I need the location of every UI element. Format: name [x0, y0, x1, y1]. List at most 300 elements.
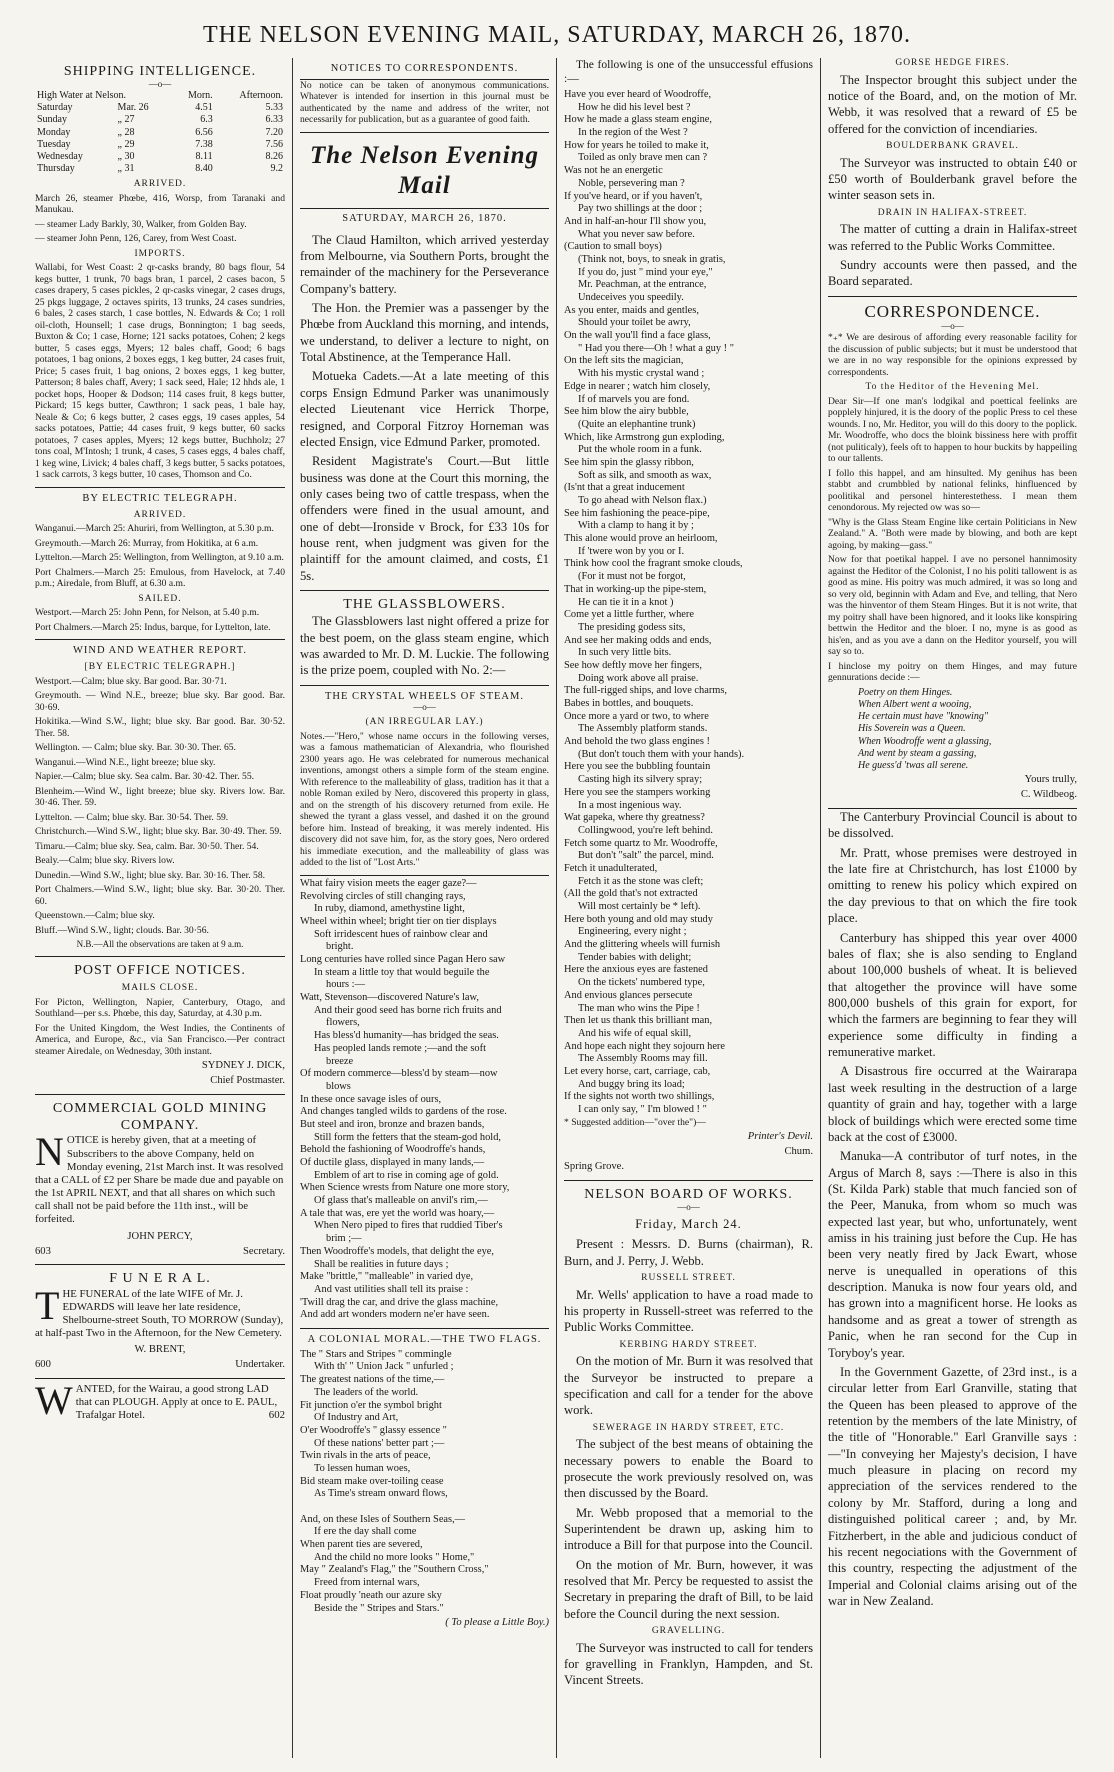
weather-title: WIND AND WEATHER REPORT. [72, 645, 248, 657]
poem-line: The Assembly Rooms may fill. [578, 1053, 708, 1065]
drain-text: The matter of cutting a drain in Halifax-street was referred to the Public Works Committee. [828, 222, 1077, 253]
post-sig: SYDNEY J. DICK, [201, 1060, 285, 1072]
poem-line: And hope each night they sojourn here [564, 1040, 726, 1052]
poem-line: Of Industry and Art, [314, 1412, 399, 1424]
tide-cell: Monday [37, 126, 71, 138]
tide-cell: Mar. 26 [117, 102, 149, 114]
tide-cell: 6.56 [195, 126, 213, 138]
arrived-title: ARRIVED. [133, 179, 187, 190]
news-para: In the Government Gazette, of 23rd inst., is a circular letter from Earl Granville, stating that the Queen has been pleased to approve of the retention by the members of the late Ministry, of the title of "Honorable." Earl Granville says :—"In conveying her Majesty's decision, I have much pleasure in placing on record my appreciation of the services rendered to the colony by Mr. Stafford, during a long and distinguished political career ; and, by Mr. Fitzherbert, in the able and judicious conduct of his recent negociations with the Government of this country, respecting the adjustment of the Imperial and Colonial claims arising out of the war in New Zealand. [828, 1364, 1077, 1608]
weather-entry: Timaru.—Calm; blue sky. Sea, calm. Bar. 30·50. Ther. 54. [35, 840, 259, 852]
funeral-sig: W. BRENT, [134, 1344, 186, 1356]
sailed-title: SAILED. [138, 593, 182, 604]
post-list [35, 997, 285, 1058]
poem-line: I can only say, " I'm blowed ! " [578, 1104, 707, 1116]
poem-line: Fit junction o'er the symbol bright [300, 1399, 442, 1411]
woodroffe-poem [564, 89, 813, 1117]
moral-poem [300, 1349, 549, 1615]
poem-line: May " Zealand's Flag," the "Southern Cross," [300, 1564, 489, 1576]
poem-line: And vast utilities shall tell its praise : [314, 1283, 469, 1295]
weather-entry: Lyttelton. — Calm; blue sky. Bar. 30·54. Ther. 59. [35, 811, 229, 823]
poem-line: If 'twere won by you or I. [578, 545, 685, 557]
poem-line: Which, like Armstrong gun exploding, [564, 431, 725, 443]
tide-row [35, 151, 285, 163]
poem-line: If of marvels you are fond. [578, 393, 690, 405]
poem-line: On the left sits the magician, [564, 355, 684, 367]
poem-line: Emblem of art to rise in coming age of gold. [314, 1169, 499, 1181]
poem-line: Twin rivals in the arts of peace, [300, 1450, 431, 1462]
letter-to: To the Heditor of the Hevening Mel. [865, 382, 1040, 393]
poem-line: Still form the fetters that the steam-god hold, [314, 1131, 501, 1143]
poem-line: When Woodroffe went a glassing, [858, 735, 992, 747]
crystal-notes: Notes.—"Hero," whose name occurs in the following verses, was a famous mathematician of Alexandria, who flourished 2300 years ago. He was celebrated for numerous mechanical inventions, amongst others a simple form of the steam engine. With reference to the malleability of glass, tradition has it that a noble Roman exiled by Nero, discovered this property in glass, and on the strength of his discovery returned from exile. He shewed the tyrant a glass vessel, and dashed it on the ground before him. Instead of breaking, it was merely indented. His discovery did not save him, for, as the story goes, Nero ordered his immediate execution, and the malleability of glass was added to the list of "Lost Arts." [300, 730, 549, 869]
poem-line: In ruby, diamond, amethystine light, [314, 903, 465, 915]
poem-line: If you've heard, or if you haven't, [564, 190, 703, 202]
moral-sig: ( To please a Little Boy.) [445, 1617, 549, 1629]
sailed-list [35, 607, 285, 633]
poem-line: The leaders of the world. [314, 1386, 419, 1398]
weather-entry: Greymouth. — Wind N.E., breeze; blue sky. Bar good. Bar. 30·69. [35, 690, 285, 713]
weather-entry: Napier.—Calm; blue sky. Sea calm. Bar. 30·42. Ther. 55. [35, 771, 255, 783]
gold-sig: JOHN PERCY, [127, 1230, 193, 1242]
poem-line: Beside the " Stripes and Stars." [314, 1602, 444, 1614]
news-para: The Canterbury Provincial Council is about to be dissolved. [828, 810, 1077, 841]
glass-title: THE GLASSBLOWERS. [343, 597, 506, 613]
tide-cell: „ 27 [117, 114, 135, 126]
poem-line: hours :— [326, 979, 365, 991]
kerbing-title: KERBING HARDY STREET. [619, 1339, 758, 1350]
poem-line: On the tickets' numbered type, [578, 977, 705, 989]
wanted-text: ANTED, for the Wairau, a good strong LAD that can PLOUGH. Apply at once to E. PAUL, Trafalgar Hotel. [75, 1383, 278, 1422]
telegraph-entry: Lyttelton.—March 25: Wellington, from Wellington, at 9.10 a.m. [35, 552, 284, 564]
poem-line: On the wall you'll find a face glass, [564, 330, 711, 342]
poem-line: Have you ever heard of Woodroffe, [564, 89, 712, 101]
column-4: GORSE HEDGE FIRES. The Inspector brought this subject under the notice of the Board, and, on the motion of Mr. Webb, it was resolved that a reward of £5 be offered for the conviction of incendiaries. BOULDERBANK GRAVEL. The Surveyor was instructed to obtain £40 or £50 worth of Boulderbank gravel before the winter season sets in. DRAIN IN HALIFAX-STREET. The matter of cutting a drain in Halifax-street was referred to the Public Works Committee. Sundry accounts were then passed, and the Board separated. CORRESPONDENCE. —o— *₊* We are desirous of affording every reasonable facility for the discussion of public subjects; but it must be understood that we are in no way responsible for the opinions expressed by correspondents. To the Heditor of the Hevening Mel. Dear Sir—If one man's lodgikal and poettical feelinks are popplely hinjured, it is the doory of the poplic Press to cel these wounds. I no, Mr. Heditor, you will do this doory to the poplick. Mr. Woodroffe, who docs the bloink bissiness here with proffit (not puliticaly), feels oft to happen to hour buckits by happeiling to our tallents. I follo this happel, and am hinsulted. My genihus has been stabbt and crumbbled by national felinks, hinfluenced by poolitikal and personel hinterestethess. I mean them cenondorous. My rejected ow was so— "Why is the Glass Steam Engine like certain Politicians in New Zealand." A. "Both were made by blowing, and both are kept agoing, by making—gass." Now for that poetikal happel. I ave no personel hannimosity against the Heditor of the Colonist, I no his politi tallowent is as good as mine. His poitry was much admired, it was so long and so very old, beginnin with Adam and Eve, and telling, that Nero was the hinventor of them Steam Hinges. But it is not write, that my poitry shall have been hignored, and it looks like konspiring bettwin the Heditor and the bloer. I no, myne is as good as his'en, and as you ave a dann on the Heditor yourself, you will say so to. I hinclose my poitry on them Hinges, and may future gennurations decide :— Poetry on them Hinges. When Albert went a wooing, He certain must have "knowing" His Soverein was a Queen. When Woodroffe went a glassing, And went by steam a gassing, He guess'd 'twas all serene. Yours trully, C. Wildbeog. The Canterbury Provincial Council is about to be dissolved. Mr. Pratt, whose premises were destroyed in the late fire at Christchurch, has lost £1000 by omitting to renew his policy which expired on the day previous to that on which the fire took place. Canterbury has shipped this year over 4000 bales of flax; she is also sending to England about 100,000 bushels of wheat. It is believed that altogether the province will have some 800,000 bushels of this grain for export, for which the farmers are beginning to fear they will experience some difficulty in finding a remunerative market. A Disastrous fire occurred at the Wairarapa last week resulting in the destruction of a large quantity of grain and hay, together with a large block of buildings which were erected some time back at the cost of £3000. Manuka—A contributor of turf notes, in the Argus of March 8, says :—There is also in this (St. Kilda Park) stable that much fancied son of the Peer, Manuka, from whom so much was expected last year, but who, unfortunately, went amiss in his training just before the Cup. He has been very neatly fired by Jack Ewart, whose nerve is unequalled in operations of this description. Manuka is now four years old, and has grown into a magnificent horse. He looks as handsome and as great a tower of strength as Panic, when he ran second for the Cup in Toryboy's year. In the Government Gazette, of 23rd inst., is a circular letter from Earl Granville, stating that the Queen has been pleased to approve of the retention by the members of the late Ministry, of the title of "Honorable." Earl Granville says :—"In conveying her Majesty's decision, I have much pleasure in placing on record my appreciation of the services rendered to the colony by Mr. Stafford, during a long and distinguished political career ; and, by Mr. Fitzherbert, in the able and judicious conduct of his recent negociations with the Government of this country, respecting the adjustment of the Imperial and Colonial claims arising out of the war in New Zealand. [820, 58, 1084, 1758]
poem-line: Has peopled lands remote ;—and the soft [314, 1042, 486, 1054]
poem-line: Once more a yard or two, to where [564, 710, 709, 722]
poem-line: O'er Woodroffe's " glassy essence " [300, 1424, 447, 1436]
poem-line: The " Stars and Stripes " commingle [300, 1348, 452, 1360]
poem-line: How for years he toiled to make it, [564, 139, 709, 151]
tide-row [35, 163, 285, 175]
poem-line: Shall be realities in future days ; [314, 1258, 449, 1270]
post-role: Chief Postmaster. [210, 1075, 285, 1087]
poem-line: When Albert went a wooing, [858, 699, 972, 711]
tide-cell: „ 31 [117, 163, 135, 175]
russell-title: RUSSELL STREET. [641, 1272, 736, 1283]
letter-para: Now for that poetikal happel. I ave no personel hannimosity against the Heditor of the Colonist, I no his politi tallowent is as good as mine. His poitry was much admired, it was so long and so very old, beginnin with Adam and Eve, and telling, that Nero was the hinventor of them Steam Hinges. But it is not write, that my poitry shall have been hignored, and it looks like konspiring bettwin the Heditor and the bloer. I no, myne is as good as his'en, and as you ave a dann on the Heditor yourself, you will say so to. [828, 554, 1077, 658]
tide-cell: Tuesday [37, 138, 71, 150]
funeral-dropcap: T [35, 1282, 60, 1328]
weather-entry: Port Chalmers.—Wind S.W., light; blue sky. Bar. 30·20. Ther. 60. [35, 884, 285, 907]
moral-title: A COLONIAL MORAL.—THE TWO FLAGS. [307, 1333, 542, 1345]
poem-line: bright. [326, 941, 354, 953]
poem-line: Will most certainly be * left). [578, 901, 701, 913]
poem-line: See how deftly move her fingers, [564, 659, 702, 671]
weather-entry: Christchurch.—Wind S.W., light; blue sky. Bar. 30·49. Ther. 59. [35, 826, 282, 838]
poem-line: Casting high its silvery spray; [578, 774, 703, 786]
poem-line: When Nero piped to fires that ruddied Tiber's [314, 1220, 503, 1232]
crystal-title: THE CRYSTAL WHEELS OF STEAM. [325, 690, 524, 702]
place: Spring Grove. [564, 1161, 625, 1173]
column-3: The following is one of the unsuccessful effusions :— Have you ever heard of Woodroffe, How he did his level best ? How he made a glass steam engine, In the region of the West ? How for years he toiled to make it, Toiled as only brave men can ? Was not he an energetic Noble, persevering man ? If you've heard, or if you haven't, Pay two shillings at the door ; And in half-an-hour I'll show you, What you never saw before. (Caution to small boys) (Think not, boys, to sneak in gratis, If you do, just " mind your eye," Mr. Peachman, at the entrance, Undeceives you speedily. As you enter, maids and gentles, Should your toilet be awry, On the wall you'll find a face glass, " Had you there—Oh ! what a guy ! " On the left sits the magician, With his mystic crystal wand ; Edge in nearer ; watch him closely, If of marvels you are fond. See him blow the airy bubble, (Quite an elephantine trunk) Which, like Armstrong gun exploding, Put the whole room in a funk. See him spin the glassy ribbon, Soft as silk, and smooth as wax, (Is'nt that a great inducement To go ahead with Nelson flax.) See him fashioning the peace-pipe, With a clamp to hang it by ; This alone would prove an heirloom, If 'twere won by you or I. Think how cool the fragrant smoke clouds, (For it must not be forgot, That in working-up the pipe-stem, He can tie it in a knot ) Come yet a little further, where The presiding godess sits, And see her making odds and ends, In such very little bits. See how deftly move her fingers, Doing work above all praise. The full-rigged ships, and love charms, Babes in bottles, and bouquets. Once more a yard or two, to where The Assembly platform stands. And behold the two glass engines ! (But don't touch them with your hands). Here you see the bubbling fountain Casting high its silvery spray; Here you see the stampers working In a most ingenious way. Wat gapeka, where thy greatness? Collingwood, you're left behind. Fetch some quartz to Mr. Woodroffe, But don't "salt" the parcel, mind. Fetch it unadulterated, Fetch it as the stone was cleft; (All the gold that's not extracted Will most certainly be * left). Here both young and old may study Engineering, every night ; And the glittering wheels will furnish Tender babies with delight; Here the anxious eyes are fastened On the tickets' numbered type, And envious glances persecute The man who wins the Pipe ! Then let us thank this brilliant man, And his wife of equal skill, And hope each night they sojourn here The Assembly Rooms may fill. Let every horse, cart, carriage, cab, And buggy bring its load; If the sights not worth two shillings, I can only say, " I'm blowed ! " * Suggested addition—"over the")— Printer's Devil. Chum. Spring Grove. NELSON BOARD OF WORKS. —o— Friday, March 24. Present : Messrs. D. Burns (chairman), R. Burn, and J. Perry, J. Webb. RUSSELL STREET. Mr. Wells' application to have a road made to his property in Russell-street was referred to the Public Works Committee. KERBING HARDY STREET. On the motion of Mr. Burn it was resolved that the Surveyor be instructed to prepare a specification and call for a tender for the above work. SEWERAGE IN HARDY STREET, ETC. The subject of the best means of obtaining the necessary powers to enable the Board to prosecute the work previously resolved on, was then discussed by the Board. Mr. Webb proposed that a memorial to the Superintendent be drawn up, asking him to introduce a Bill for that purpose into the Council. On the motion of Mr. Burn, however, it was resolved that Mr. Percy be requested to assist the Secretary in preparing the draft of Bill, to be laid before the Council during the next session. GRAVELLING. The Surveyor was instructed to call for tenders for gravelling in Franklyn, Hampden, and St. Vincent Streets. [556, 58, 820, 1758]
poem-line: The Assembly platform stands. [578, 723, 708, 735]
wanted-num: 602 [268, 1409, 285, 1422]
poem-line: To lessen human woes, [314, 1462, 411, 1474]
letter-sig: C. Wildbeog. [1020, 789, 1077, 801]
chum-sig: Chum. [784, 1146, 813, 1158]
poem-line: With a clamp to hang it by ; [578, 520, 694, 532]
poem-line: Has bless'd humanity—has bridged the seas. [314, 1030, 499, 1042]
poem-line: Mr. Peachman, at the entrance, [578, 279, 707, 291]
news-para: Manuka—A contributor of turf notes, in the Argus of March 8, says :—There is also in this (St. Kilda Park) stable that much fancied son of the Peer, Manuka, from whom so much was expected last year, but who, unfortunately, went amiss in his training just before the Cup. He has been very neatly fired by Jack Ewart, whose nerve is unequalled in operations of this description. Manuka is now four years old, and has grown into a magnificent horse. He looks as handsome and as great a tower of strength as Panic, when he ran second for the Cup in Toryboy's year. [828, 1149, 1077, 1360]
poem-line: Then let us thank this brilliant man, [564, 1015, 713, 1027]
poem-line: (Is'nt that a great inducement [564, 482, 685, 494]
poem-line: The man who wins the Pipe ! [578, 1002, 700, 1014]
arrival-entry: — steamer Lady Barkly, 30, Walker, from Golden Bay. [35, 218, 247, 230]
poem-line: blows [326, 1080, 351, 1092]
tide-cell: Wednesday [37, 150, 83, 162]
poem-line: Wat gapeka, where thy greatness? [564, 812, 705, 824]
letter-para: "Why is the Glass Steam Engine like certain Politicians in New Zealand." A. "Both were made by blowing, and both are kept agoing, by making—gass." [828, 516, 1077, 551]
poem-line: Tender babies with delight; [578, 951, 692, 963]
poem-line: Float proudly 'neath our azure sky [300, 1589, 442, 1601]
poem-line: Here both young and old may study [564, 913, 713, 925]
tide-cell: Sunday [37, 114, 67, 126]
poem-line: Of these nations' better part ;— [314, 1437, 445, 1449]
poem-line: And the child no more looks " Home," [314, 1551, 475, 1563]
poem-line: Noble, persevering man ? [578, 177, 685, 189]
mails-close: MAILS CLOSE. [121, 983, 199, 994]
paper-title: The Nelson Evening Mail [309, 141, 540, 200]
editorial-para: Resident Magistrate's Court.—But little business was done at the Court this morning, the only cases being two of cattle trespass, when the offenders were fined in the usual amount, and one of debt—Ironside v Brock, for £33 10s for house rent, when judgment was given for the plaintiff for the amount claimed, and costs, £1 5s. [300, 454, 549, 583]
tide-cell: „ 28 [117, 126, 135, 138]
tide-row [35, 114, 285, 126]
funeral-role: Undertaker. [235, 1359, 285, 1371]
post-entry: For the United Kingdom, the West Indies, the Continents of America, and Europe, &c., via San Francisco.—Per contract steamer Airedale, on Wednesday, 30th instant. [35, 1022, 285, 1057]
poem-line: With th' " Union Jack " unfurled ; [314, 1361, 454, 1373]
poem-line: And envious glances persecute [564, 989, 693, 1001]
gold-text: OTICE is hereby given, that at a meeting of Subscribers to the above Company, held on Monday evening, 21st March inst. It was resolved that a CALL of £2 per Share be made due and payable on the 1st APRIL NEXT, and that all shares on which such call shall not be paid before the 11th inst., will be forfeited. [35, 1134, 284, 1226]
tide-table [35, 90, 285, 175]
news-para: Canterbury has shipped this year over 4000 bales of flax; she is also sending to England about 100,000 bushels of wheat. It is believed that altogether the province will have some 800,000 bushels of this grain for export, for which the farmers are beginning to fear they will experience some difficulty in finding a remunerative market. [828, 930, 1077, 1060]
news-para: Mr. Pratt, whose premises were destroyed in the late fire at Christchurch, has lost £1000 by omitting to renew his policy which expired on the day previous to that on which the fire took place. [828, 845, 1077, 926]
poem-line: If ere the day shall come [314, 1526, 417, 1538]
poem-line: Fetch some quartz to Mr. Woodroffe, [564, 837, 718, 849]
gravelling-title: GRAVELLING. [651, 1626, 726, 1637]
weather-entry: Westport.—Calm; blue sky. Bar good. Bar. 30·71. [35, 675, 227, 687]
poem-line: A tale that was, ere yet the world was hoary,— [300, 1207, 495, 1219]
corr-title: CORRESPONDENCE. [864, 301, 1041, 321]
poem-line: Here you see the bubbling fountain [564, 761, 711, 773]
dateline: SATURDAY, MARCH 26, 1870. [342, 212, 507, 224]
poem-line: As Time's stream onward flows, [314, 1488, 448, 1500]
footnote: * Suggested addition—"over the")— [564, 1116, 706, 1128]
funeral-notice [35, 1282, 285, 1341]
poem-line: Think how cool the fragrant smoke clouds, [564, 558, 743, 570]
tide-row [35, 139, 285, 151]
poem-line: Of modern commerce—bless'd by steam—now [300, 1068, 498, 1080]
poem-line: See him fashioning the peace-pipe, [564, 507, 710, 519]
sewerage-paras [564, 1436, 813, 1622]
poem-line: flowers, [326, 1017, 360, 1029]
poem-line: (For it must not be forgot, [578, 571, 686, 583]
poem-line [300, 1501, 549, 1514]
poem-line: And see her making odds and ends, [564, 634, 712, 646]
poem-line: Make "brittle," "malleable" in varied dye, [300, 1271, 474, 1283]
tide-header-cell: Morn. [187, 89, 213, 101]
poem-line: Put the whole room in a funk. [578, 444, 702, 456]
tide-cell: 5.33 [265, 102, 283, 114]
telegraph-entry: Port Chalmers.—March 25: Emulous, from Havelock, at 7.40 p.m.; Airedale, from Bluff, at 6.30 a.m. [35, 566, 285, 590]
gold-dropcap: N [35, 1129, 64, 1175]
funeral-text: HE FUNERAL of the late WIFE of Mr. J. EDWARDS will leave her late residence, Shelbourne-street South, TO MORROW (Sunday), at half-past Two in the Afternoon, for the New Cemetery. [35, 1287, 284, 1340]
poem-line: And went by steam a gassing, [858, 747, 977, 759]
poem-line: The full-rigged ships, and love charms, [564, 685, 728, 697]
poem-line: As you enter, maids and gentles, [564, 304, 699, 316]
arrival-entry: March 26, steamer Phœbe, 416, Worsp, from Taranaki and Manukau. [35, 192, 285, 216]
news-paras [828, 809, 1077, 1609]
poem-line: When parent ties are severed, [300, 1539, 423, 1551]
telegraph-arrived: ARRIVED. [133, 509, 187, 520]
corr-note: *₊* We are desirous of affording every reasonable facility for the discussion of public subjects; but it must be understood that we are in no way responsible for the opinions expressed by correspondents. [828, 332, 1077, 378]
tide-cell: „ 29 [117, 138, 135, 150]
tide-cell: 6.33 [265, 114, 283, 126]
arrived-list [35, 193, 285, 245]
board-date: Friday, March 24. [635, 1216, 742, 1231]
footnote-sig: Printer's Devil. [747, 1131, 813, 1143]
gold-role: Secretary. [243, 1245, 285, 1257]
crystal-poem [300, 878, 549, 1322]
poem-line: Revolving circles of still changing rays, [300, 890, 466, 902]
weather-entry: Dunedin.—Wind S.W., light; blue sky. Bar. 30·16. Ther. 58. [35, 869, 266, 881]
notices-title: NOTICES TO CORRESPONDENTS. [330, 63, 519, 74]
tide-cell: 7.38 [195, 138, 213, 150]
poem-line: Of ductile glass, displayed in many lands,— [300, 1157, 485, 1169]
gold-title: COMMERCIAL GOLD MINING COMPANY. [52, 1101, 268, 1134]
poem-line: That in working-up the pipe-stem, [564, 583, 707, 595]
poem-line: And changes tangled wilds to gardens of the rose. [300, 1106, 507, 1118]
tide-cell: 7.20 [265, 126, 283, 138]
poem-line: Wheel within wheel; bright tier on tier displays [300, 915, 497, 927]
weather-entry: Bealy.—Calm; blue sky. Rivers low. [35, 855, 175, 867]
poem-line: He certain must have "knowing" [858, 711, 989, 723]
poem-line: But steel and iron, bronze and brazen bands, [300, 1118, 485, 1130]
weather-entry: Hokitika.—Wind S.W., light; blue sky. Bar good. Bar. 30·52. Ther. 58. [35, 716, 285, 739]
boulder-title: BOULDERBANK GRAVEL. [886, 141, 1019, 152]
poem-line: Undeceives you speedily. [578, 292, 684, 304]
poem-line: (But don't touch them with your hands). [578, 748, 745, 760]
gold-notice [35, 1129, 285, 1226]
sewerage-para: Mr. Webb proposed that a memorial to the Superintendent be drawn up, asking him to introduce a Bill for that purpose into the Council. [564, 1505, 813, 1553]
glass-intro: The Glassblowers last night offered a prize for the best poem, on the glass steam engine, which was awarded to Mr. D. M. Luckie. The following is the prize poem, coupled with No. 2:— [300, 614, 549, 678]
russell-text: Mr. Wells' application to have a road made to his property in Russell-street was referred to the Public Works Committee. [564, 1287, 813, 1335]
poem-line: Poetry on them Hinges. [858, 686, 953, 698]
tide-cell: 8.11 [195, 150, 213, 162]
wanted-dropcap: W [35, 1378, 73, 1424]
tide-cell: 7.56 [265, 138, 283, 150]
ornament: —o— [148, 79, 172, 90]
poem-line: Here the anxious eyes are fastened [564, 964, 708, 976]
poem-line: In steam a little toy that would beguile the [314, 966, 490, 978]
letter-paras [828, 396, 1077, 684]
poem-line: And buggy bring its load; [578, 1078, 685, 1090]
weather-list [35, 676, 285, 937]
poem-line: In a most ingenious way. [578, 799, 682, 811]
poem-line: With his mystic crystal wand ; [578, 368, 705, 380]
tide-cell: 9.2 [270, 163, 283, 175]
tide-header-cell: Afternoon. [239, 89, 283, 101]
poem-line: Soft irridescent hues of rainbow clear and [314, 928, 488, 940]
tide-header-row [35, 90, 285, 102]
poem-line: If the sights not worth two shillings, [564, 1091, 715, 1103]
poem-line: How he did his level best ? [578, 101, 691, 113]
editorial-paras [300, 232, 549, 585]
poem-line: Fetch it as the stone was cleft; [578, 875, 704, 887]
editorial-para: Motueka Cadets.—At a late meeting of this corps Ensign Edmund Parker was unanimously elected Lieutenant vice Herrick Thorpe, resigned, and Corporal Fitzroy Horneman was elected Ensign, vice Edmund Parker, promoted. [300, 369, 549, 449]
telegraph-title: BY ELECTRIC TELEGRAPH. [82, 492, 238, 504]
weather-entry: Wanganui.—Wind N.E., light breeze; blue sky. [35, 756, 216, 768]
poem-line: He guess'd 'twas all serene. [858, 760, 969, 772]
poem-line: Watt, Stevenson—discovered Nature's law, [300, 992, 479, 1004]
masthead: THE NELSON EVENING MAIL, SATURDAY, MARCH 26, 1870. [202, 22, 912, 48]
poem-line: Doing work above all praise. [578, 672, 699, 684]
poem-line: Bid steam make over-toiling cease [300, 1475, 444, 1487]
c3-intro: The following is one of the unsuccessful effusions :— [564, 59, 813, 86]
poem-line: How he made a glass steam engine, [564, 114, 713, 126]
poem-line: And, on these Isles of Southern Seas,— [300, 1513, 466, 1525]
gorse-title: GORSE HEDGE FIRES. [895, 58, 1010, 68]
poem-line: And his wife of equal skill, [578, 1027, 692, 1039]
poem-line: Babes in bottles, and bouquets. [564, 698, 694, 710]
poem-line: Fetch it unadulterated, [564, 862, 658, 874]
poem-line: And their good seed has borne rich fruits and [314, 1004, 502, 1016]
poem-line: And in half-an-hour I'll show you, [564, 215, 707, 227]
poem-line: In the region of the West ? [578, 127, 688, 139]
column-1 [28, 58, 292, 1758]
telegraph-list [35, 523, 285, 590]
shipping-title: SHIPPING INTELLIGENCE. [63, 64, 257, 79]
letter-poem [828, 687, 1077, 772]
gorse-text: The Inspector brought this subject under the notice of the Board, and, on the motion of Mr. Webb, it was resolved that a reward of £5 be offered for the conviction of incendiaries. [828, 72, 1077, 136]
news-para: A Disastrous fire occurred at the Wairarapa last week resulting in the destruction of a large quantity of grain and hay, together with a large block of buildings which were erected some time back at the cost of £3000. [828, 1064, 1077, 1144]
column-2: NOTICES TO CORRESPONDENTS. No notice can be taken of anonymous communications. Whatever is intended for insertion in this journal must be authenticated by the name and address of the writer, not necessarily for publication, but as a guarantee of good faith. The Nelson Evening Mail SATURDAY, MARCH 26, 1870. The Claud Hamilton, which arrived yesterday from Melbourne, via Southern Ports, brought the remainder of the machinery for the Perseverance Company's battery. The Hon. the Premier was a passenger by the Phœbe from Auckland this morning, and intends, we understand, to deliver a lecture to night, on Total Abstinence, at the Temperance Hall. Motueka Cadets.—At a late meeting of this corps Ensign Edmund Parker was unanimously elected Lieutenant vice Herrick Thorpe, resigned, and Corporal Fitzroy Horneman was elected Ensign, vice Edmund Parker, promoted. Resident Magistrate's Court.—But little business was done at the Court this morning, the only cases being two of cattle trespass, when the offenders were fined in the usual amount, and one of debt—Ironside v Brock, for £33 10s for house rent, when judgment was given for the plaintiff for the amount claimed, and costs, £1 5s. THE GLASSBLOWERS. The Glassblowers last night offered a prize for the best poem, on the glass steam engine, which was awarded to Mr. D. M. Luckie. The following is the prize poem, coupled with No. 2:— THE CRYSTAL WHEELS OF STEAM. —o— (AN IRREGULAR LAY.) Notes.—"Hero," whose name occurs in the following verses, was a famous mathematician of Alexandria, who flourished 2300 years ago. He was celebrated for numerous mechanical inventions, amongst others a simple form of the steam engine. With reference to the malleability of glass, tradition has it that a noble Roman exiled by Nero, discovered this property in glass, and on the strength of his discovery returned from exile. He shewed the tyrant a glass vessel, and dashed it on the ground before him. Instead of breaking, it was merely indented. His discovery did not save him, for, as the story goes, Nero ordered his immediate execution, and the malleability of glass was added to the list of "Lost Arts." What fairy vision meets the eager gaze?— Revolving circles of still changing rays, In ruby, diamond, amethystine light, Wheel within wheel; bright tier on tier displays Soft irridescent hues of rainbow clear and bright. Long centuries have rolled since Pagan Hero saw In steam a little toy that would beguile the hours :— Watt, Stevenson—discovered Nature's law, And their good seed has borne rich fruits and flowers, Has bless'd humanity—has bridged the seas. Has peopled lands remote ;—and the soft breeze Of modern commerce—bless'd by steam—now blows In these once savage isles of ours, And changes tangled wilds to gardens of the rose. But steel and iron, bronze and brazen bands, Still form the fetters that the steam-god hold, Behold the fashioning of Woodroffe's hands, Of ductile glass, displayed in many lands,— Emblem of art to rise in coming age of gold. When Science wrests from Nature one more story, Of glass that's malleable on anvil's rim,— A tale that was, ere yet the world was hoary,— When Nero piped to fires that ruddied Tiber's brim ;— Then Woodroffe's models, that delight the eye, Shall be realities in future days ; Make "brittle," "malleable" in varied dye, And vast utilities shall tell its praise : 'Twill drag the car, and drive the glass machine, And add art wonders modern ne'er have seen. A COLONIAL MORAL.—THE TWO FLAGS. The " Stars and Stripes " commingle With th' " Union Jack " unfurled ; The greatest nations of the time,— The leaders of the world. Fit junction o'er the symbol bright Of Industry and Art, O'er Woodroffe's " glassy essence " Of these nations' better part ;— Twin rivals in the arts of peace, To lessen human woes, Bid steam make over-toiling cease As Time's stream onward flows, And, on these Isles of Southern Seas,— If ere the day shall come When parent ties are severed, And the child no more looks " Home," May " Zealand's Flag," the "Southern Cross," Freed from internal wars, Float proudly 'neath our azure sky Beside the " Stripes and Stars." ( To please a Little Boy.) [292, 58, 556, 1758]
crystal-sub: (AN IRREGULAR LAY.) [365, 717, 484, 728]
poem-line: (All the gold that's not extracted [564, 888, 698, 900]
weather-entry: Blenheim.—Wind W., light breeze; blue sky. Rivers low. Bar. 30·46. Ther. 59. [35, 785, 285, 809]
tide-row [35, 102, 285, 114]
poem-line: Soft as silk, and smooth as wax, [578, 469, 712, 481]
poem-line: Then Woodroffe's models, that delight the eye, [300, 1245, 494, 1257]
poem-line: What you never saw before. [578, 228, 695, 240]
telegraph-entry: Wanganui.—March 25: Ahuriri, from Wellington, at 5.30 p.m. [35, 523, 274, 535]
poem-line: The presiding godess sits, [578, 621, 686, 633]
weather-sub: [BY ELECTRIC TELEGRAPH.] [84, 662, 236, 673]
tide-cell: 8.40 [195, 163, 213, 175]
poem-line: Toiled as only brave men can ? [578, 152, 708, 164]
poem-line: The greatest nations of the time,— [300, 1374, 445, 1386]
boulder-text: The Surveyor was instructed to obtain £40 or £50 worth of Boulderbank gravel before the winter season sets in. [828, 155, 1077, 203]
poem-line: Let every horse, cart, carriage, cab, [564, 1065, 711, 1077]
poem-line: See him spin the glassy ribbon, [564, 456, 694, 468]
poem-line: And the glittering wheels will furnish [564, 939, 721, 951]
poem-line: Collingwood, you're left behind. [578, 824, 713, 836]
poem-line: Of glass that's malleable on anvil's rim,— [314, 1195, 488, 1207]
poem-line: Engineering, every night ; [578, 926, 687, 938]
poem-line: Long centuries have rolled since Pagan Hero saw [300, 954, 506, 966]
board-title: NELSON BOARD OF WORKS. [584, 1186, 793, 1202]
letter-para: I hinclose my poitry on them Hinges, and may future gennurations decide :— [828, 660, 1077, 684]
poem-line: To go ahead with Nelson flax.) [578, 495, 707, 507]
poem-line: (Caution to small boys) [564, 241, 662, 253]
poem-line: Was not he an energetic [564, 165, 663, 177]
poem-line: Come yet a little further, where [564, 609, 694, 621]
imports-title: IMPORTS. [134, 248, 186, 259]
poem-line: See him blow the airy bubble, [564, 406, 689, 418]
poem-line: Behold the fashioning of Woodroffe's hands, [300, 1144, 486, 1156]
poem-line: What fairy vision meets the eager gaze?— [300, 877, 477, 889]
poem-line: " Had you there—Oh ! what a guy ! " [578, 342, 734, 354]
tide-row [35, 127, 285, 139]
wanted-notice [35, 1378, 285, 1424]
tide-header-cell: High Water at Nelson. [37, 89, 126, 101]
sailed-entry: Westport.—March 25: John Penn, for Nelson, at 5.40 p.m. [35, 607, 260, 619]
funeral-num: 600 [35, 1359, 51, 1371]
tide-cell: 8.26 [265, 150, 283, 162]
tide-cell: „ 30 [117, 150, 135, 162]
poem-line: In such very little bits. [578, 647, 672, 659]
poem-line: He can tie it in a knot ) [578, 596, 674, 608]
poem-line: If you do, just " mind your eye," [578, 266, 713, 278]
poem-line: When Science wrests from Nature one more story, [300, 1182, 510, 1194]
editorial-para: The Claud Hamilton, which arrived yesterday from Melbourne, via Southern Ports, brought the remainder of the machinery for the Perseverance Company's battery. [300, 232, 549, 296]
sewerage-para: The subject of the best means of obtaining the necessary powers to enable the Board to prosecute the work previously resolved on, was then discussed by the Board. [564, 1437, 813, 1501]
sailed-entry: Port Chalmers.—March 25: Indus, barque, for Lyttelton, late. [35, 621, 271, 633]
sewerage-title: SEWERAGE IN HARDY STREET, ETC. [592, 1422, 785, 1433]
gold-num: 603 [35, 1245, 51, 1257]
drain-title: DRAIN IN HALIFAX-STREET. [877, 207, 1028, 218]
imports-text: Wallabi, for West Coast: 2 qr-casks brandy, 80 bags flour, 54 kegs butter, 1 trunk, 70 bags bran, 1 parcel, 2 cases bacon, 5 cases drapery, 5 cases pickles, 2 qr-casks vinegar, 2 cases drugs, 25 pkgs luggage, 2 octaves spirits, 13 trunks, 24 cases sundries, 6 bales, 2 cases starch, 1 case bottles, N. Edwards & Co; 1 roll oil-cloth, Hounsell; 1 case drugs, Bonnington; 1 bag seeds, Buxton & Co; 1 case, Horne; 121 sacks potatoes, Cohen; 2 kegs butter, 5 cases eggs, Myers; 12 bales chaff, Good; 6 bags potatoes, 1 bag onions, 2 boxes eggs, 1 keg butter, 24 cases fruit, Price; 5 cases fruit, 1 bag onions, 2 boxes eggs, 1 keg butter, Patterson; 8 bales chaff, Avery; 1 sack seed, Hale; 12 hhds ale, 1 pocket hops, Hooper & Dodson; 114 cases fruit, 8 kegs butter, Pickard; 15 kegs butter, Cawthron; 1 sack peas, 1 bale hay, Neale & Co; 6 kegs butter, 2 cases eggs, 19 cases apples, 54 sacks potatoes, Pattie; 44 cases fruit, 9 kegs butter, 60 sacks potatoes, 7 cases apples, Myers; 12 kegs butter, Buchholz; 27 tons coal, M'Intosh; 1 trunk, 4 cases, 5 cases eggs, 4 bales chaff, 1 keg wine, Livick; 4 bales chaff, 3 kegs butter, 5 sacks potatoes, 1 sack carrots, 3 kegs butter, 10 cases, Thomson and Co. [35, 262, 285, 481]
poem-line: Freed from internal wars, [314, 1577, 420, 1589]
letter-para: I follo this happel, and am hinsulted. My genihus has been stabbt and crumbbled by national felinks, hinfluenced by poolitikal and personel hinterestethess. I mean them cenondorous. My rejected ow was so— [828, 467, 1077, 514]
poem-line: And add art wonders modern ne'er have seen. [300, 1309, 490, 1321]
poem-line: And behold the two glass engines ! [564, 736, 711, 748]
poem-line: (Quite an elephantine trunk) [578, 418, 696, 430]
poem-line: Pay two shillings at the door ; [578, 203, 703, 215]
post-entry: For Picton, Wellington, Napier, Canterbury, Otago, and Southland—per s.s. Phœbe, this day, Saturday, at 4.30 p.m. [35, 996, 285, 1020]
sundry-text: Sundry accounts were then passed, and the Board separated. [828, 257, 1077, 289]
post-title: POST OFFICE NOTICES. [74, 963, 246, 979]
poem-line: breeze [326, 1055, 354, 1067]
poem-line: (Think not, boys, to sneak in gratis, [578, 253, 726, 265]
poem-line: His Soverein was a Queen. [858, 723, 966, 735]
tide-cell: Saturday [37, 102, 73, 114]
gravelling-text: The Surveyor was instructed to call for tenders for gravelling in Franklyn, Hampden, and St. Vincent Streets. [564, 1640, 813, 1688]
poem-line: But don't "salt" the parcel, mind. [578, 850, 714, 862]
letter-para: Dear Sir—If one man's lodgikal and poettical feelinks are popplely hinjured, it is the doory of the poplic Press to cel these wounds. I no, Mr. Heditor, you will do this doory to the poplick. Mr. Woodroffe, who docs the bloink bissiness here with proffit (not puliticaly), feels oft to happen to hour buckits by happeiling to our tallents. [828, 395, 1077, 465]
poem-line: Should your toilet be awry, [578, 317, 691, 329]
board-present: Present : Messrs. D. Burns (chairman), R. Burn, and J. Perry, J. Webb. [564, 1237, 813, 1268]
weather-entry: Queenstown.—Calm; blue sky. [35, 910, 155, 922]
tide-cell: 6.3 [200, 114, 213, 126]
letter-close: Yours trully, [1024, 774, 1077, 786]
funeral-title: F U N E R A L. [109, 1271, 211, 1287]
weather-entry: Wellington. — Calm; blue sky. Bar. 30·30. Ther. 65. [35, 742, 236, 754]
poem-line: This alone would prove an heirloom, [564, 533, 718, 545]
columns [28, 58, 1086, 1758]
notices-text: No notice can be taken of anonymous communications. Whatever is intended for insertion in this journal must be authenticated by the name and address of the writer, not necessarily for publication, but as a guarantee of good faith. [300, 79, 549, 126]
kerbing-text: On the motion of Mr. Burn it was resolved that the Surveyor be instructed to prepare a specification and call for a tender for the above work. [564, 1354, 813, 1418]
